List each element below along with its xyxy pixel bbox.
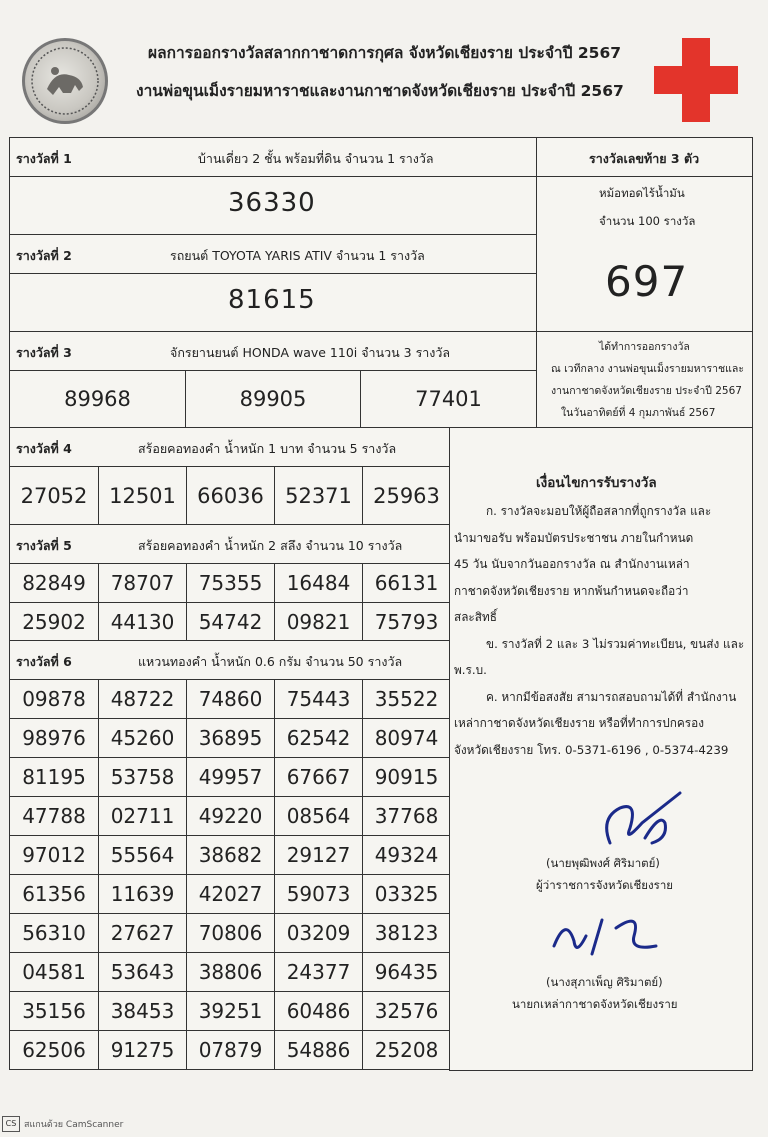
last3-header: [536, 137, 753, 177]
prize-number-cell: 75355: [186, 563, 275, 603]
prize-number-cell: 07879: [186, 1030, 275, 1070]
prize-number-cell: 35156: [9, 991, 99, 1031]
prize6-header: [9, 640, 450, 680]
draw-info-box: [536, 331, 753, 428]
prize-number-cell: 80974: [362, 718, 451, 758]
draw-info-line: งานกาชาดจังหวัดเชียงราย ประจำปี 2567: [551, 385, 742, 397]
scanner-text: สแกนด้วย CamScanner: [24, 1120, 124, 1130]
prize-number-cell: 49220: [186, 796, 275, 836]
prize-number-cell: 03325: [362, 874, 451, 914]
prize-number-cell: 66131: [362, 563, 451, 603]
last3-label: รางวัลเลขท้าย 3 ตัว: [589, 151, 700, 166]
prize-number-cell: 44130: [98, 602, 187, 642]
prize-number-cell: 66036: [186, 466, 275, 525]
prize-number-cell: 54742: [186, 602, 275, 642]
prize-number-cell: 55564: [98, 835, 187, 875]
prize-number-cell: 24377: [274, 952, 363, 992]
prize-number-cell: 62506: [9, 1030, 99, 1070]
prize-number-cell: 70806: [186, 913, 275, 953]
prize-number-cell: 62542: [274, 718, 363, 758]
prize-number-cell: 27627: [98, 913, 187, 953]
last3-body: [536, 176, 753, 332]
prize3-number: 89905: [185, 370, 361, 428]
prize-number-cell: 97012: [9, 835, 99, 875]
prize-number-cell: 78707: [98, 563, 187, 603]
red-cross-icon-bar: [654, 66, 738, 94]
prize-number-cell: 37768: [362, 796, 451, 836]
prize1-number-box: [9, 176, 537, 235]
prize-number-cell: 09878: [9, 679, 99, 719]
prize6-desc: แหวนทองคำ น้ำหนัก 0.6 กรัม จำนวน 50 รางวัล: [138, 654, 403, 669]
prize2-number-box: [9, 273, 537, 332]
prize-number-cell: 81195: [9, 757, 99, 797]
governor-signature: [590, 783, 710, 863]
draw-info-line: ณ เวทีกลาง งานพ่อขุนเม็งรายมหาราชและ: [551, 363, 744, 375]
prize-number-cell: 45260: [98, 718, 187, 758]
prize-number-cell: 39251: [186, 991, 275, 1031]
prize3-label: รางวัลที่ 3: [16, 345, 72, 360]
prize-number-cell: 36895: [186, 718, 275, 758]
prize-number-cell: 27052: [9, 466, 99, 525]
prize-number-cell: 60486: [274, 991, 363, 1031]
prize1-label: รางวัลที่ 1: [16, 151, 72, 166]
prize6-label: รางวัลที่ 6: [16, 654, 72, 669]
prize-number-cell: 52371: [274, 466, 363, 525]
prize2-number: 81615: [228, 285, 316, 315]
prize4-desc: สร้อยคอทองคำ น้ำหนัก 1 บาท จำนวน 5 รางวัล: [138, 441, 397, 456]
prize-number-cell: 56310: [9, 913, 99, 953]
condition-line: จังหวัดเชียงราย โทร. 0-5371-6196 , 0-5374-4239: [454, 742, 729, 757]
last3-desc1: หม้อทอดไร้น้ำมัน: [599, 186, 685, 200]
prize-number-cell: 47788: [9, 796, 99, 836]
redcross-president-signature: [546, 906, 676, 966]
scanner-watermark: [2, 1116, 123, 1132]
prize-number-cell: 04581: [9, 952, 99, 992]
draw-info-line: ได้ทำการออกรางวัล: [599, 341, 690, 353]
last3-desc2: จำนวน 100 รางวัล: [599, 214, 696, 228]
prize-number-cell: 16484: [274, 563, 363, 603]
prize-number-cell: 59073: [274, 874, 363, 914]
prize-number-cell: 90915: [362, 757, 451, 797]
header-title-line1: ผลการออกรางวัลสลากกาชาดการกุศล จังหวัดเชียงราย ประจำปี 2567: [148, 44, 622, 62]
prize1-header: [9, 137, 537, 177]
prize-number-cell: 61356: [9, 874, 99, 914]
prize-number-cell: 74860: [186, 679, 275, 719]
prize-number-cell: 53758: [98, 757, 187, 797]
prize-number-cell: 09821: [274, 602, 363, 642]
prize-number-cell: 38682: [186, 835, 275, 875]
prize-number-cell: 54886: [274, 1030, 363, 1070]
prize1-desc: บ้านเดี่ยว 2 ชั้น พร้อมที่ดิน จำนวน 1 รางวัล: [198, 151, 434, 166]
condition-line: กาชาดจังหวัดเชียงราย หากพ้นกำหนดจะถือว่า: [454, 583, 689, 598]
prize-number-cell: 98976: [9, 718, 99, 758]
prize3-desc: จักรยานยนต์ HONDA wave 110i จำนวน 3 รางวัล: [170, 345, 451, 360]
prize-number-cell: 35522: [362, 679, 451, 719]
prize2-label: รางวัลที่ 2: [16, 248, 72, 263]
prize-number-cell: 82849: [9, 563, 99, 603]
prize-number-cell: 91275: [98, 1030, 187, 1070]
prize1-number: 36330: [228, 188, 316, 218]
prize-number-cell: 32576: [362, 991, 451, 1031]
prize-number-cell: 29127: [274, 835, 363, 875]
prize-number-cell: 75443: [274, 679, 363, 719]
prize-number-cell: 38123: [362, 913, 451, 953]
prize-number-cell: 11639: [98, 874, 187, 914]
signer-name: (นางสุภาเพ็ญ ศิริมาตย์): [546, 975, 663, 989]
header-title-line2: งานพ่อขุนเม็งรายมหาราชและงานกาชาดจังหวัดเชียงราย ประจำปี 2567: [136, 82, 624, 100]
condition-line: 45 วัน นับจากวันออกรางวัล ณ สำนักงานเหล่า: [454, 557, 690, 571]
prize-number-cell: 75793: [362, 602, 451, 642]
condition-line: นำมาขอรับ พร้อมบัตรประชาชน ภายในกำหนด: [454, 530, 694, 545]
prize-number-cell: 25963: [362, 466, 451, 525]
prize-number-cell: 48722: [98, 679, 187, 719]
prize5-desc: สร้อยคอทองคำ น้ำหนัก 2 สลึง จำนวน 10 รางวัล: [138, 538, 403, 553]
prize5-header: [9, 524, 450, 564]
prize2-header: [9, 234, 537, 274]
conditions-title: เงื่อนไขการรับรางวัล: [536, 475, 657, 491]
prize2-desc: รถยนต์ TOYOTA YARIS ATIV จำนวน 1 รางวัล: [170, 248, 425, 263]
prize-number-cell: 49957: [186, 757, 275, 797]
draw-info-line: ในวันอาทิตย์ที่ 4 กุมภาพันธ์ 2567: [561, 407, 716, 419]
prize-number-cell: 03209: [274, 913, 363, 953]
prize-number-cell: 02711: [98, 796, 187, 836]
condition-line: เหล่ากาชาดจังหวัดเชียงราย หรือที่ทำการปกครอง: [454, 716, 704, 730]
prize3-header: [9, 331, 537, 371]
signer-title: นายกเหล่ากาชาดจังหวัดเชียงราย: [512, 997, 678, 1011]
signer-name: (นายพุฒิพงศ์ ศิริมาตย์): [546, 856, 660, 870]
prize4-label: รางวัลที่ 4: [16, 441, 72, 456]
prize-number-cell: 38806: [186, 952, 275, 992]
prize-number-cell: 12501: [98, 466, 187, 525]
condition-line: พ.ร.บ.: [454, 663, 487, 677]
prize-number-cell: 25902: [9, 602, 99, 642]
conditions-panel: [449, 427, 753, 1071]
prize-number-cell: 53643: [98, 952, 187, 992]
last3-number: 697: [605, 257, 689, 306]
prize3-number: 89968: [9, 370, 186, 428]
prize4-header: [9, 427, 450, 467]
prize3-number: 77401: [360, 370, 537, 428]
provincial-seal-icon: [22, 38, 108, 124]
condition-line: สละสิทธิ์: [454, 610, 497, 624]
condition-line: ข. รางวัลที่ 2 และ 3 ไม่รวมค่าทะเบียน, ขนส่ง และ: [486, 636, 745, 651]
prize-number-cell: 25208: [362, 1030, 451, 1070]
camscanner-logo-icon: CS: [2, 1116, 20, 1132]
signer-title: ผู้ว่าราชการจังหวัดเชียงราย: [536, 878, 674, 892]
prize5-label: รางวัลที่ 5: [16, 538, 72, 553]
prize-number-cell: 42027: [186, 874, 275, 914]
prize-number-cell: 67667: [274, 757, 363, 797]
prize-number-cell: 08564: [274, 796, 363, 836]
prize-number-cell: 96435: [362, 952, 451, 992]
prize-number-cell: 38453: [98, 991, 187, 1031]
condition-line: ค. หากมีข้อสงสัย สามารถสอบถามได้ที่ สำนักงาน: [486, 689, 737, 704]
condition-line: ก. รางวัลจะมอบให้ผู้ถือสลากที่ถูกรางวัล และ: [486, 504, 712, 518]
prize-number-cell: 49324: [362, 835, 451, 875]
